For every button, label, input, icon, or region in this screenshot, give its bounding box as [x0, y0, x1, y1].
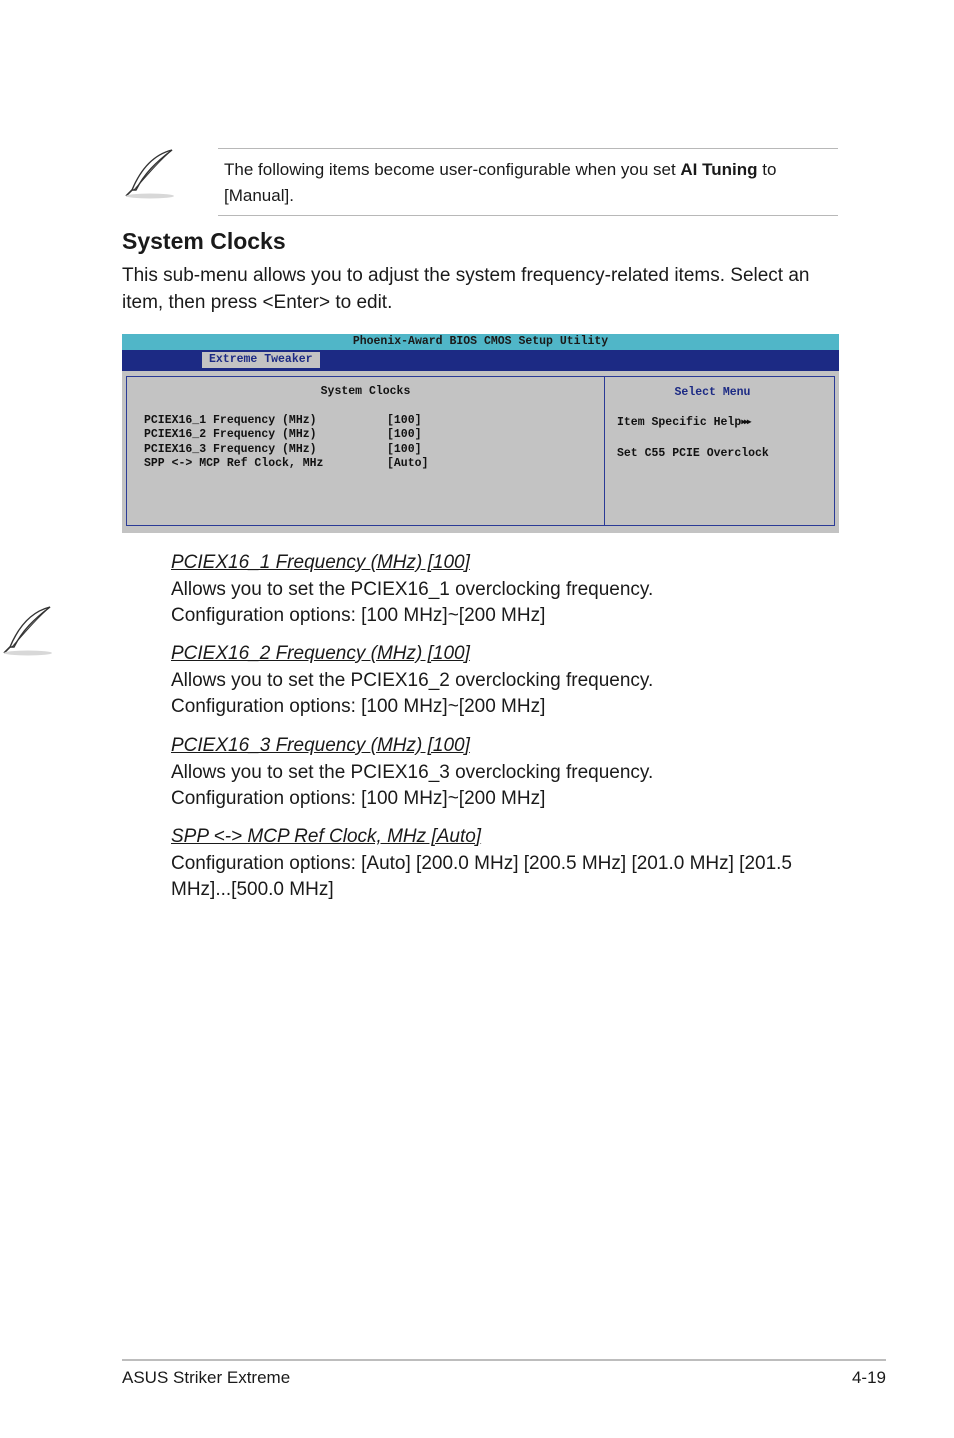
bios-item-value[interactable]: [Auto]	[387, 457, 429, 470]
bios-item-label[interactable]: PCIEX16_3 Frequency (MHz)	[144, 443, 317, 456]
item-description: Allows you to set the PCIEX16_1 overclocking frequency. Configuration options: [100 MHz]~[200 MHz]	[171, 579, 654, 626]
triple-arrow-icon: ▶▶▶	[741, 418, 750, 427]
section-title: System Clocks	[122, 228, 286, 254]
section-intro: This sub-menu allows you to adjust the system frequency-related items. Select an item, then press <Enter> to edit.	[122, 265, 810, 313]
note-text: The following items become user-configurable when you set AI Tuning to [Manual].	[224, 160, 777, 205]
bios-item-value[interactable]: [100]	[387, 428, 422, 441]
footer-page-number: 4-19	[851, 1368, 886, 1387]
select-menu-heading: Select Menu	[674, 386, 751, 399]
note-bold-term: AI Tuning	[680, 160, 758, 179]
bios-item-label[interactable]: PCIEX16_2 Frequency (MHz)	[144, 428, 317, 441]
bios-menu-bar	[122, 350, 839, 371]
bios-main-panel	[126, 376, 605, 526]
item-title: SPP <-> MCP Ref Clock, MHz [Auto]	[171, 826, 482, 847]
item-description: Allows you to set the PCIEX16_2 overclocking frequency. Configuration options: [100 MHz]~[200 MHz]	[171, 670, 654, 717]
bios-screen	[122, 334, 839, 533]
note-feather-icon	[122, 146, 178, 202]
bios-item-label[interactable]: SPP <-> MCP Ref Clock, MHz	[144, 457, 324, 470]
bios-item-value[interactable]: [100]	[387, 443, 422, 456]
bios-help-panel	[604, 376, 835, 526]
item-title: PCIEX16_3 Frequency (MHz) [100]	[171, 735, 470, 756]
item-help-text: Set C55 PCIE Overclock	[617, 447, 769, 460]
bios-item-value[interactable]: [100]	[387, 414, 422, 427]
item-description: Configuration options: [Auto] [200.0 MHz] [200.5 MHz] [201.0 MHz] [201.5 MHz]...[500.0 MHz]	[171, 853, 792, 900]
bios-item-label[interactable]: PCIEX16_1 Frequency (MHz)	[144, 414, 317, 427]
margin-feather-icon	[0, 603, 56, 659]
tab-extreme-tweaker[interactable]: Extreme Tweaker	[202, 352, 320, 368]
item-help-heading: Item Specific Help▶▶▶	[617, 416, 750, 429]
item-title: PCIEX16_1 Frequency (MHz) [100]	[171, 552, 470, 573]
item-description: Allows you to set the PCIEX16_3 overclocking frequency. Configuration options: [100 MHz]~[200 MHz]	[171, 762, 654, 809]
footer-rule	[122, 1359, 886, 1361]
bios-panel-title: System Clocks	[320, 385, 411, 398]
bios-title-bar: Phoenix-Award BIOS CMOS Setup Utility	[122, 334, 839, 350]
footer-product-name: ASUS Striker Extreme	[122, 1368, 291, 1387]
item-title: PCIEX16_2 Frequency (MHz) [100]	[171, 643, 470, 664]
